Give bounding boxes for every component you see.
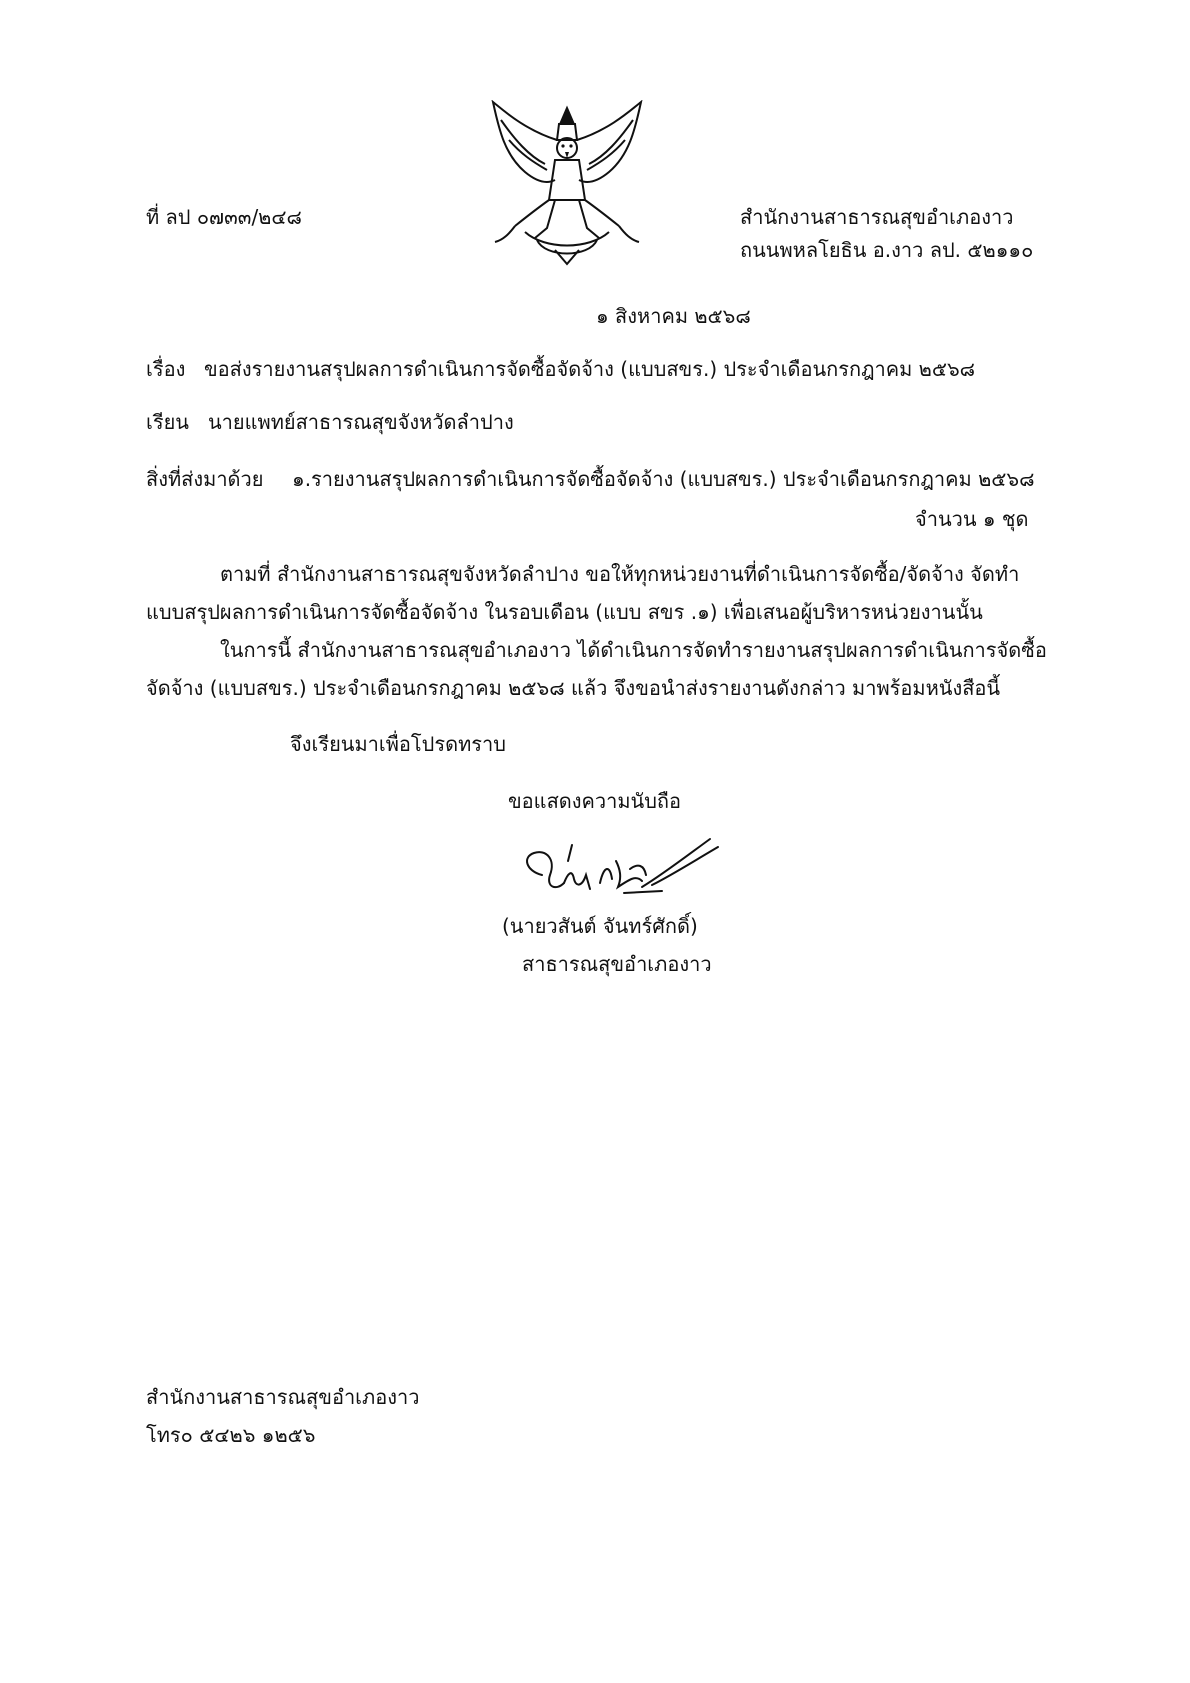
closing-request: จึงเรียนมาเพื่อโปรดทราบ [290, 732, 506, 756]
subject-label: เรื่อง [146, 357, 186, 381]
enclosure-quantity: จำนวน ๑ ชุด [915, 507, 1029, 531]
subject-text: ขอส่งรายงานสรุปผลการดำเนินการจัดซื้อจัดจ้าง (แบบสขร.) ประจำเดือนกรกฎาคม ๒๕๖๘ [204, 357, 976, 381]
footer-office: สำนักงานสาธารณสุขอำเภองาว [146, 1385, 420, 1409]
document-date: ๑ สิงหาคม ๒๕๖๘ [596, 304, 751, 328]
office-address: ถนนพหลโยธิน อ.งาว ลป. ๕๒๑๑๐ [740, 238, 1034, 262]
recipient-text: นายแพทย์สาธารณสุขจังหวัดลำปาง [208, 410, 514, 434]
signer-name: (นายวสันต์ จันทร์ศักดิ์) [502, 914, 698, 938]
document-number: ที่ ลป ๐๗๓๓/๒๔๘ [146, 205, 302, 229]
enclosure-label: สิ่งที่ส่งมาด้วย [146, 467, 264, 491]
recipient-label: เรียน [146, 410, 189, 434]
paragraph-2-line-2: จัดจ้าง (แบบสขร.) ประจำเดือนกรกฎาคม ๒๕๖๘ แล้ว จึงขอนำส่งรายงานดังกล่าว มาพร้อมหนังสือนี้ [146, 676, 1001, 700]
paragraph-1-line-2: แบบสรุปผลการดำเนินการจัดซื้อจัดจ้าง ในรอบเดือน (แบบ สขร .๑) เพื่อเสนอผู้บริหารหน่วยงานนั้น [146, 600, 983, 624]
paragraph-1-line-1: ตามที่ สำนักงานสาธารณสุขจังหวัดลำปาง ขอให้ทุกหน่วยงานที่ดำเนินการจัดซื้อ/จัดจ้าง จัดทำ [220, 562, 1020, 586]
signer-title: สาธารณสุขอำเภองาว [522, 952, 712, 976]
paragraph-2-line-1: ในการนี้ สำนักงานสาธารณสุขอำเภองาว ได้ดำเนินการจัดทำรายงานสรุปผลการดำเนินการจัดซื้อ [220, 638, 1047, 662]
garuda-emblem-icon [485, 100, 650, 270]
signature-icon [512, 835, 722, 910]
office-name: สำนักงานสาธารณสุขอำเภองาว [740, 205, 1014, 229]
footer-phone: โทร๐ ๕๔๒๖ ๑๒๕๖ [146, 1423, 316, 1447]
closing-regards: ขอแสดงความนับถือ [508, 789, 682, 813]
enclosure-text: ๑.รายงานสรุปผลการดำเนินการจัดซื้อจัดจ้าง (แบบสขร.) ประจำเดือนกรกฎาคม ๒๕๖๘ [292, 467, 1035, 491]
